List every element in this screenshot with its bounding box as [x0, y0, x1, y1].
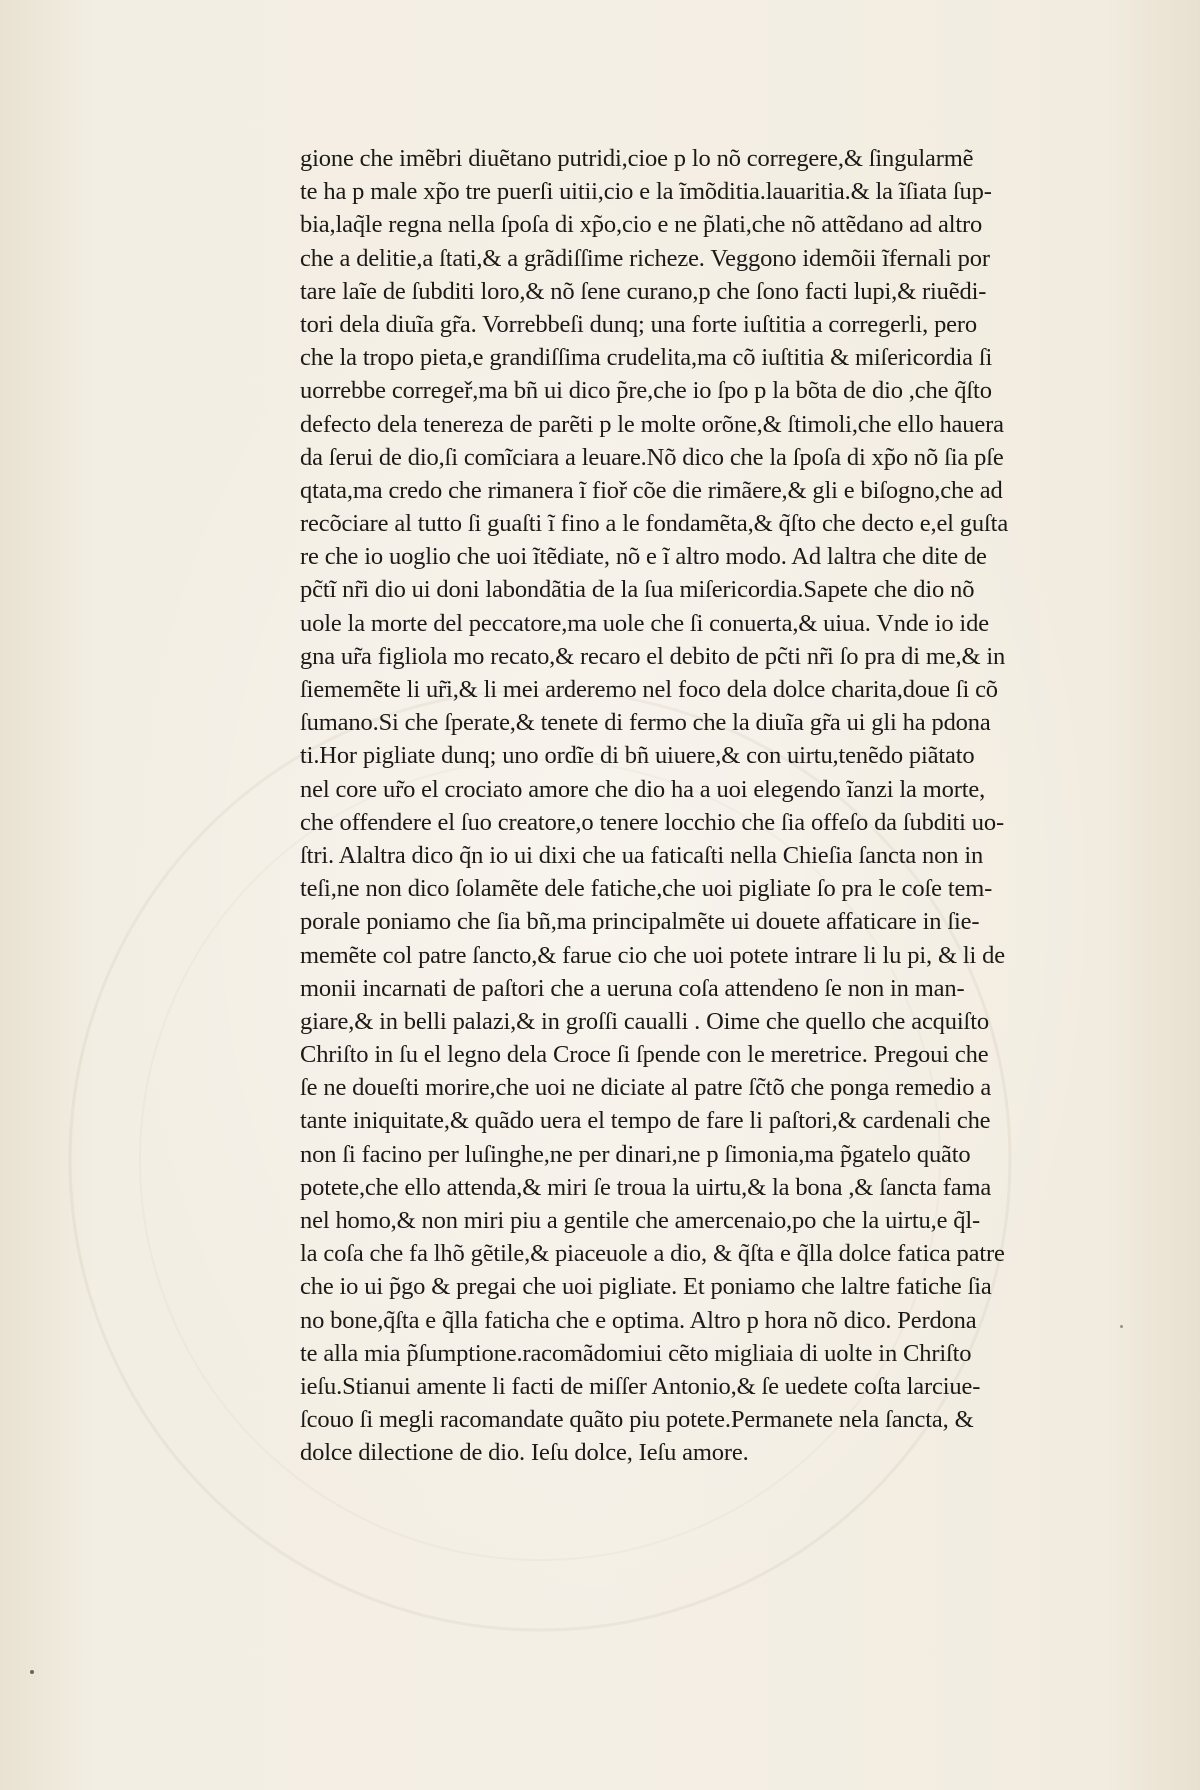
text-line: uorrebbe corregeř,ma bñ ui dico p̃re,che io ſpo p la bõta de dio ,che q̃ſto	[300, 377, 992, 405]
text-line: ti.Hor pigliate dunq; uno ordĩe di bñ uiuere,& con uirtu,tenẽdo piãtato	[300, 742, 975, 770]
text-line: Chriſto in ſu el legno dela Croce ſi ſpende con le meretrice. Pregoui che	[300, 1041, 989, 1069]
text-line: defecto dela tenereza de parẽti p le molte orõne,& ſtimoli,che ello hauera	[300, 410, 1004, 438]
text-line: che offendere el ſuo creatore,o tenere locchio che ſia offeſo da ſubditi uo-	[300, 808, 1004, 836]
text-line: giare,& in belli palazi,& in groſſi caualli . Oime che quello che acquiſto	[300, 1007, 989, 1035]
text-line: re che io uoglio che uoi ĩtẽdiate, nõ e ĩ altro modo. Ad laltra che dite de	[300, 543, 987, 571]
paper-speck	[30, 1670, 34, 1674]
text-line: qtata,ma credo che rimanera ĩ fioř cõe die rimãere,& gli e biſogno,che ad	[300, 476, 1003, 504]
text-line: ieſu.Stianui amente li facti de miſſer Antonio,& ſe uedete coſta larciue-	[300, 1372, 981, 1400]
text-line: bia,laq̃le regna nella ſpoſa di xp̃o,cio e ne p̃lati,che nõ attẽdano ad altro	[300, 211, 983, 239]
text-line: porale poniamo che ſia bñ,ma principalmẽte ui douete affaticare in ſie-	[300, 908, 980, 936]
text-line: nel core ur̃o el crociato amore che dio ha a uoi elegendo ĩanzi la morte,	[300, 775, 986, 803]
text-line: che la tropo pieta,e grandiſſima crudelita,ma cõ iuſtitia & miſericordia ſi	[300, 344, 993, 372]
text-line: ſcouo ſi megli racomandate quãto piu potete.Permanete nela ſancta, &	[300, 1406, 974, 1434]
text-line: ſe ne doueſti morire,che uoi ne diciate al patre ſc̃tõ che ponga remedio a	[300, 1074, 992, 1102]
text-line: ſtri. Alaltra dico q̃n io ui dixi che ua faticaſti nella Chieſia ſancta non in	[300, 841, 984, 869]
text-line: che io ui p̃go & pregai che uoi pigliate. Et poniamo che laltre fatiche ſia	[300, 1273, 992, 1301]
text-line: gna ur̃a figliola mo recato,& recaro el debito de pc̃ti nr̃i ſo pra di me,& in	[300, 642, 1006, 670]
text-line: ſumano.Si che ſperate,& tenete di fermo che la diuĩa gr̃a ui gli ha pdona	[300, 709, 991, 737]
text-line: te alla mia p̃ſumptione.racomãdomiui cẽto migliaia di uolte in Chriſto	[300, 1339, 972, 1367]
text-line: pc̃tĩ nr̃i dio ui doni labondãtia de la ſua miſericordia.Sapete che dio nõ	[300, 576, 975, 604]
text-line: nel homo,& non miri piu a gentile che amercenaio,po che la uirtu,e q̃l-	[300, 1207, 981, 1234]
text-line: memẽte col patre ſancto,& farue cio che uoi potete intrare li lu pi, & li de	[300, 941, 1005, 969]
text-line: da ſerui de dio,ſi comĩciara a leuare.Nõ dico che la ſpoſa di xp̃o nõ ſia pſe	[300, 443, 1004, 471]
paper-speck	[1120, 1325, 1123, 1328]
text-line: la coſa che fa lhõ gẽtile,& piaceuole a dio, & q̃ſta e q̃lla dolce fatica patre	[300, 1240, 1005, 1268]
text-line: uole la morte del peccatore,ma uole che ſi conuerta,& uiua. Vnde io ide	[300, 609, 989, 637]
text-line: tare laĩe de ſubditi loro,& nõ ſene curano,p che ſono facti lupi,& riuẽdi-	[300, 277, 987, 305]
body-text	[300, 142, 1100, 1470]
text-line: recõciare al tutto ſi guaſti ĩ fino a le fondamẽta,& q̃ſto che decto e,el guſta	[300, 510, 1009, 538]
text-line: tante iniquitate,& quãdo uera el tempo de fare li paſtori,& cardenali che	[300, 1107, 991, 1135]
text-line: non ſi facino per luſinghe,ne per dinari,ne p ſimonia,ma p̃gatelo quãto	[300, 1140, 971, 1168]
text-line: monii incarnati de paſtori che a ueruna coſa attendeno ſe non in man-	[300, 974, 965, 1002]
text-line: potete,che ello attenda,& miri ſe troua la uirtu,& la bona ,& ſancta fama	[300, 1173, 992, 1201]
text-line: teſi,ne non dico ſolamẽte dele fatiche,che uoi pigliate ſo pra le coſe tem-	[300, 875, 993, 903]
text-line: gione che imẽbri diuẽtano putridi,cioe p lo nõ corregere,& ſingularmẽ	[300, 145, 974, 172]
text-line: tori dela diuĩa gr̃a. Vorrebbeſi dunq; una forte iuſtitia a corregerli, pero	[300, 310, 978, 338]
text-line: te ha p male xp̃o tre puerſi uitii,cio e la ĩmõditia.lauaritia.& la ĩſiata ſup-	[300, 178, 992, 206]
text-line: no bone,q̃ſta e q̃lla faticha che e optima. Altro p hora nõ dico. Perdona	[300, 1306, 977, 1334]
text-line: dolce dilectione de dio. Ieſu dolce, Ieſu amore.	[300, 1439, 749, 1467]
text-line: che a delitie,a ſtati,& a grãdiſſime richeze. Veggono idemõii ĩfernali por	[300, 244, 990, 272]
text-line: ſiememẽte li ur̃i,& li mei arderemo nel foco dela dolce charita,doue ſi cõ	[300, 676, 998, 703]
